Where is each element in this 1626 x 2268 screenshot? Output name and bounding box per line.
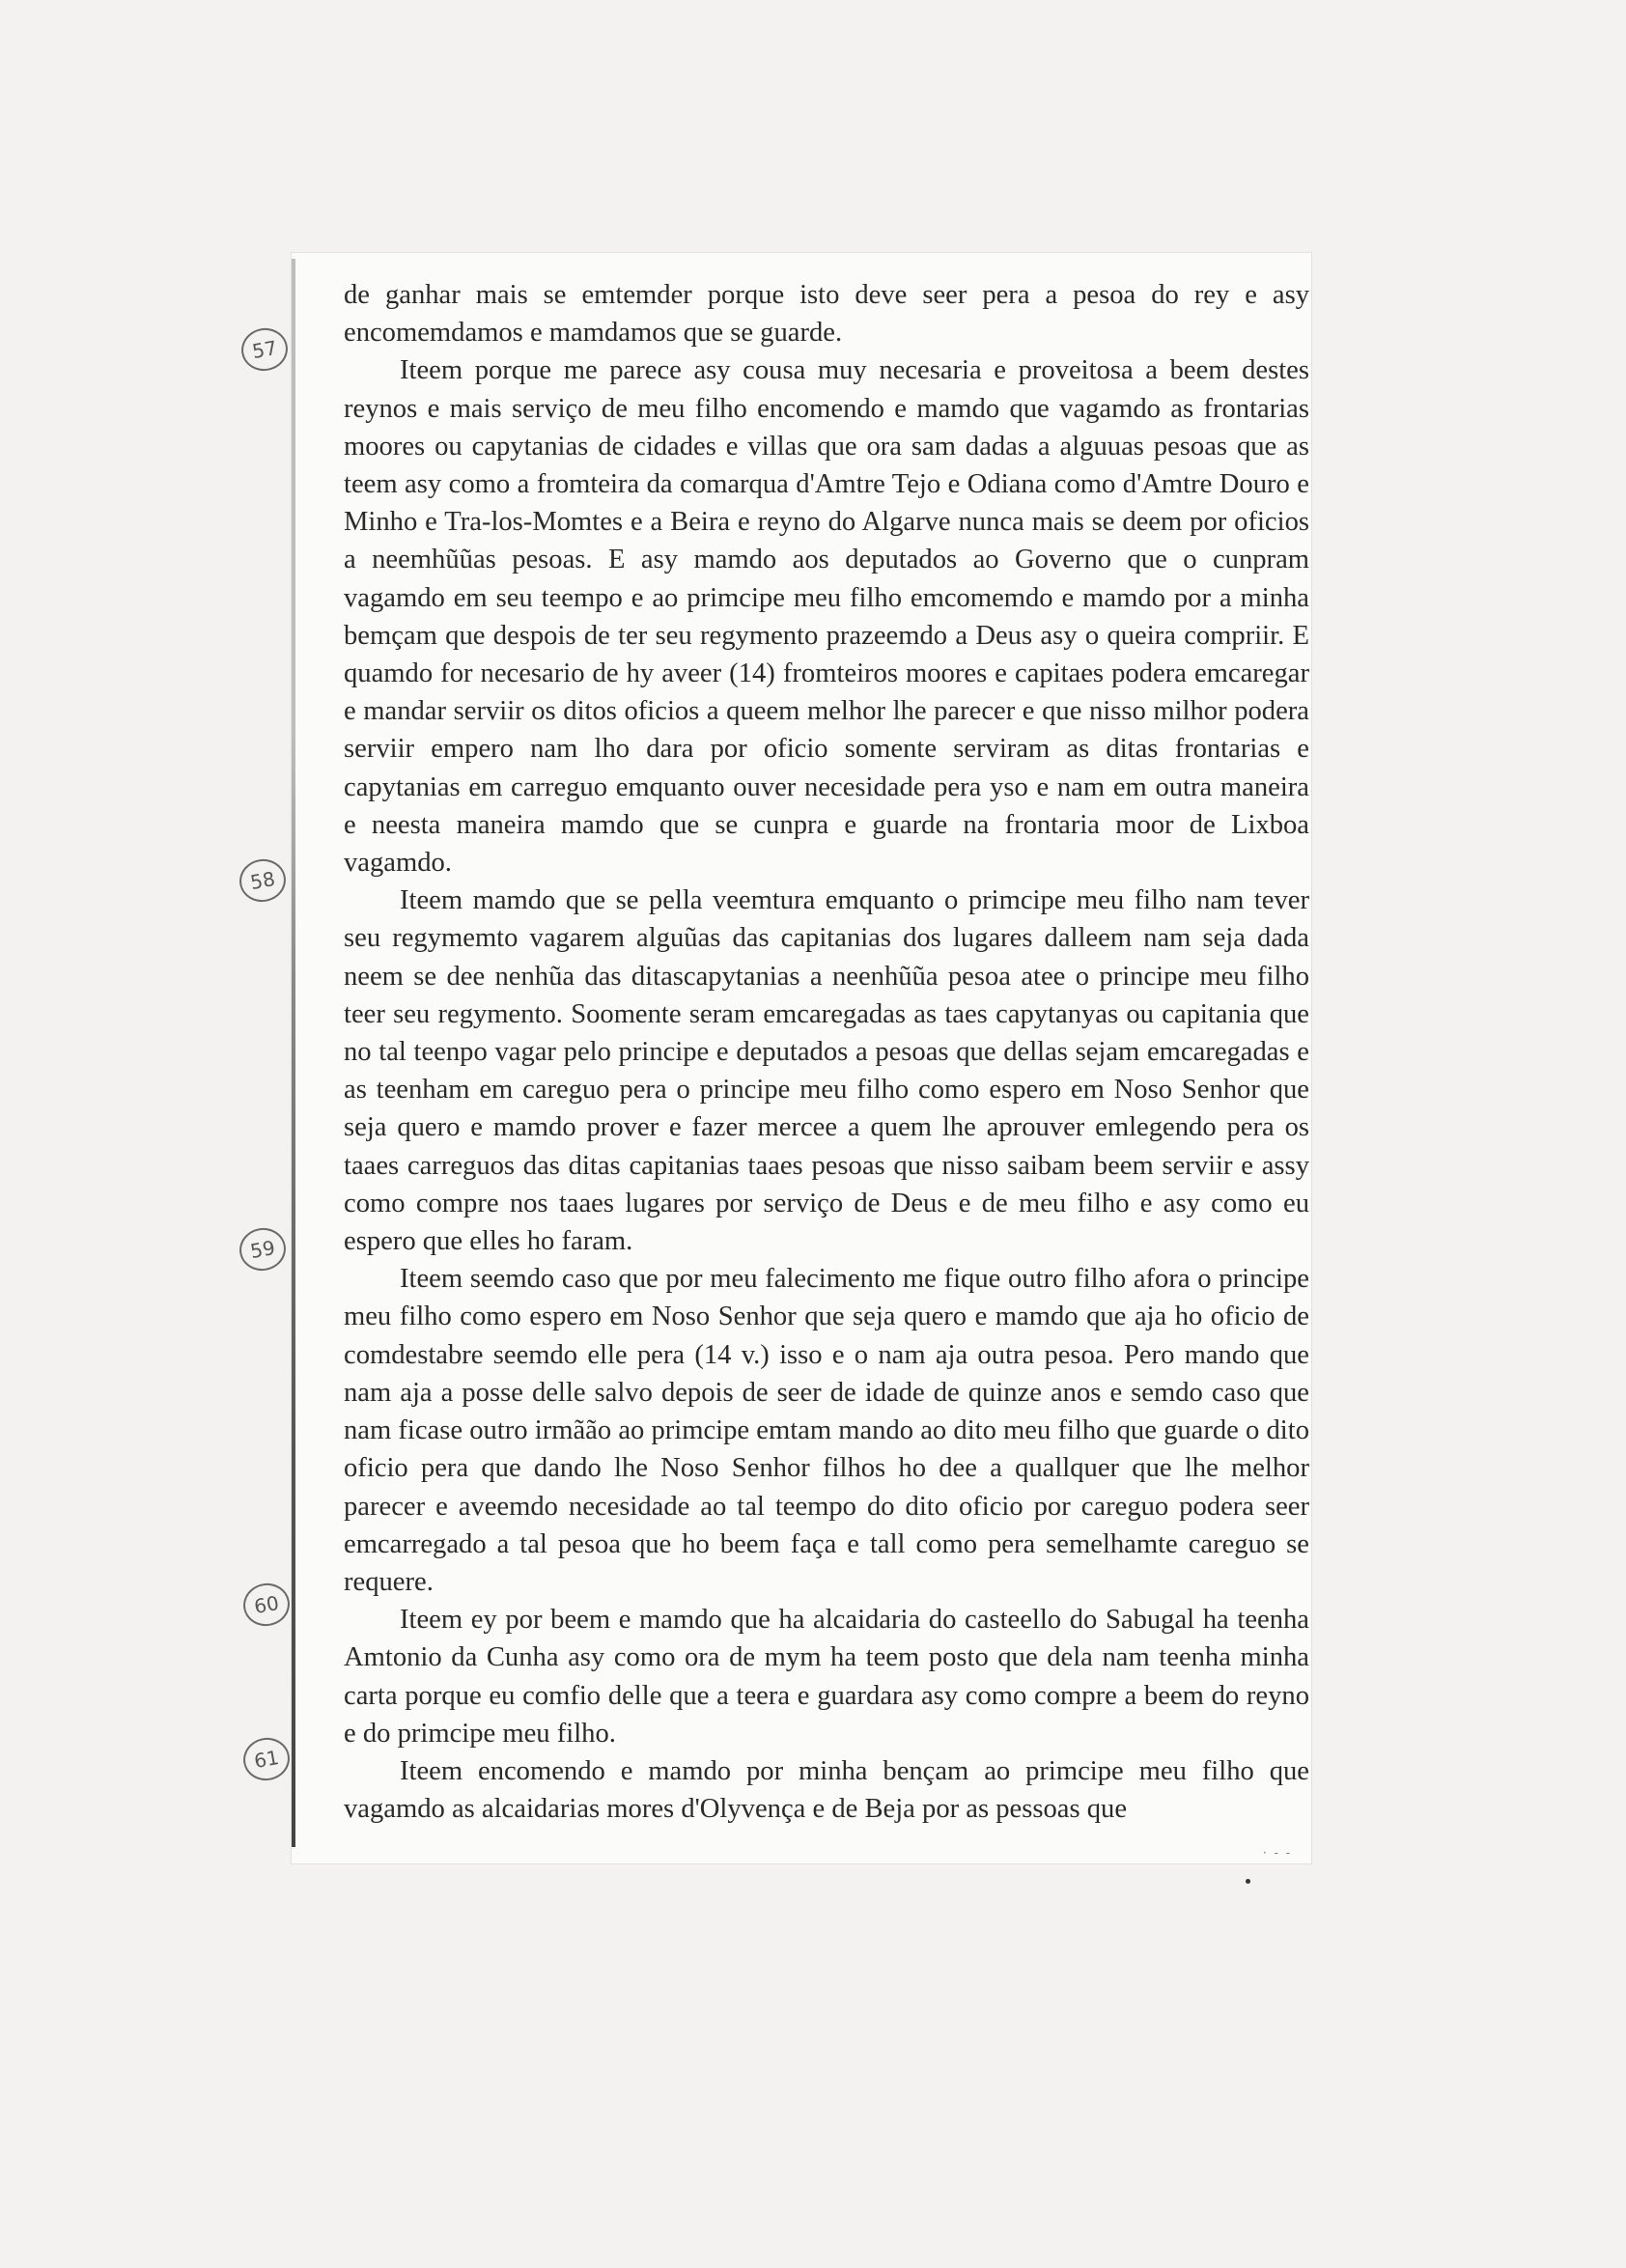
page-footer-mark: · - - xyxy=(1263,1846,1293,1860)
binding-edge xyxy=(292,259,295,1847)
document-body xyxy=(344,276,1309,1828)
paragraph-4: Iteem seemdo caso que por meu falecimento me fique outro filho afora o principe meu filho como espero em Noso Senhor que seja quero e mamdo que aja ho oficio de comdestabre seemdo elle pera (14 v.) isso e o nam aja outra pesoa. Pero mando que nam aja a posse delle salvo depois de seer de idade de quinze anos e semdo caso que nam ficase outro irmãão ao primcipe emtam mando ao dito meu filho que guarde o dito oficio pera que dando lhe Noso Senhor filhos ho dee a quallquer que lhe melhor parecer e aveemdo necesidade ao tal teempo do dito oficio por careguo podera seer emcarregado a tal pesoa que ho beem faça e tall como pera semelhamte careguo se requere. xyxy=(344,1264,1309,1597)
margin-number-60: 60 xyxy=(240,1580,294,1630)
paragraph-1: de ganhar mais se emtemder porque isto deve seer pera a pesoa do rey e asy encomemdamos e mamdamos que se guarde. xyxy=(344,280,1309,349)
ink-speck xyxy=(1246,1879,1250,1884)
paragraph-3: Iteem mamdo que se pella veemtura emquanto o primcipe meu filho nam tever seu regymemto vagarem alguũas das capitanias dos lugares dalleem nam seja dada neem se dee nenhũa das ditascapytanias a neenhũũa pesoa atee o principe meu filho teer seu regymento. Soomente seram emcaregadas as taes capytanyas ou capitania que no tal teenpo vagar pelo principe e deputados a pesoas que dellas sejam emcaregadas e as teenham em careguo pera o principe meu filho como espero em Noso Senhor que seja quero e mamdo prover e fazer mercee a quem lhe aprouver emlegendo pera os taaes carreguos das ditas capitanias taaes pesoas que nisso saibam beem serviir e assy como compre nos taaes lugares por serviço de Deus e de meu filho e asy como eu espero que elles ho faram. xyxy=(344,885,1309,1257)
paragraph-6: Iteem encomendo e mamdo por minha bençam ao primcipe meu filho que vagamdo as alcaidarias mores d'Olyvença e de Beja por as pessoas que xyxy=(344,1755,1309,1825)
paragraph-5: Iteem ey por beem e mamdo que ha alcaidaria do casteello do Sabugal ha teenha Amtonio da Cunha asy como ora de mym ha teem posto que dela nam teenha minha carta porque eu comfio delle que a teera e guardara asy como compre a beem do reyno e do primcipe meu filho. xyxy=(344,1605,1309,1749)
margin-number-57: 57 xyxy=(238,324,292,375)
margin-number-59: 59 xyxy=(237,1224,290,1274)
margin-number-61: 61 xyxy=(240,1734,294,1784)
paragraph-2: Iteem porque me parece asy cousa muy necesaria e proveitosa a beem destes reynos e mais serviço de meu filho encomendo e mamdo que vagamdo as frontarias moores ou capytanias de cidades e villas que ora sam dadas a alguuas pesoas que as teem asy como a fromteira da comarqua d'Amtre Tejo e Odiana como d'Amtre Douro e Minho e Tra-los-Momtes e a Beira e reyno do Algarve nunca mais se deem por oficios a neemhũũas pesoas. E asy mamdo aos deputados ao Governo que o cunpram vagamdo em seu teempo e ao primcipe meu filho emcomemdo e mamdo por a minha bemçam que despois de ter seu regymento prazeemdo a Deus asy o queira compriir. E quamdo for necesario de hy aveer (14) fromteiros moores e capitaes podera emcaregar e mandar serviir os ditos oficios a queem melhor lhe parecer e que nisso milhor podera serviir empero nam lho dara por oficio somente serviram as ditas frontarias e capytanias em carreguo emquanto ouver necesidade pera yso e nam em outra maneira e neesta maneira mamdo que se cunpra e guarde na frontaria moor de Lixboa vagamdo. xyxy=(344,355,1309,879)
margin-number-58: 58 xyxy=(237,855,290,906)
